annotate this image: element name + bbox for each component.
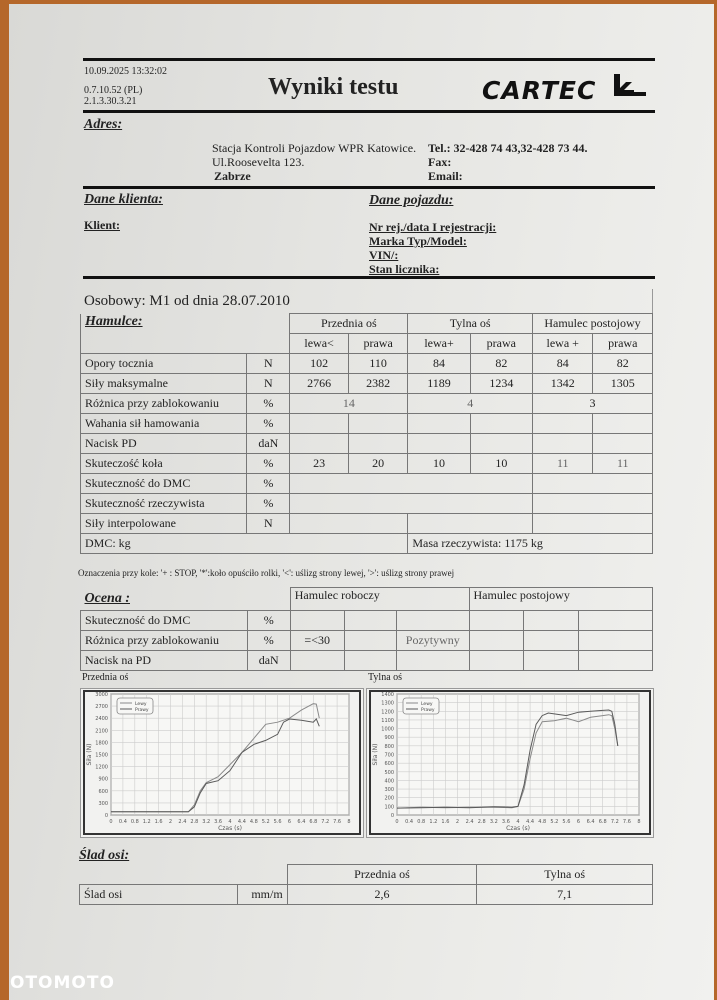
chart-rear-axle bbox=[366, 688, 654, 838]
brand-logo: CARTEC bbox=[482, 76, 597, 105]
row-label: Skuteczność do DMC bbox=[81, 474, 247, 494]
cell bbox=[578, 650, 652, 670]
y-tick-label: 700 bbox=[384, 752, 394, 759]
vehicle-odometer: Stan licznika: bbox=[369, 262, 440, 276]
row-label: Opory tocznia bbox=[81, 354, 247, 374]
cell bbox=[344, 650, 396, 670]
x-tick-label: 1.2 bbox=[429, 819, 438, 825]
cell bbox=[532, 434, 593, 454]
cell bbox=[344, 610, 396, 630]
cell: 1234 bbox=[470, 374, 532, 394]
y-tick-label: 1300 bbox=[381, 700, 394, 707]
header-top-rule bbox=[83, 58, 655, 61]
contact-tel: Tel.: 32-428 74 43,32-428 73 44. bbox=[428, 141, 588, 155]
y-tick-label: 500 bbox=[384, 769, 394, 776]
y-tick-label: 2700 bbox=[95, 704, 108, 711]
cell: 10 bbox=[470, 454, 532, 474]
x-tick-label: 2 bbox=[455, 819, 460, 825]
legend-label: Lewy bbox=[135, 702, 147, 707]
y-axis-label: Siła (N) bbox=[86, 743, 93, 766]
subcol-rear-left: lewa+ bbox=[408, 334, 470, 354]
cell bbox=[524, 630, 579, 650]
row-unit: % bbox=[247, 494, 290, 514]
y-tick-label: 200 bbox=[384, 795, 394, 802]
table-row bbox=[80, 885, 653, 905]
cell: 2382 bbox=[348, 374, 408, 394]
table-row bbox=[81, 374, 653, 394]
cell-merged: 14 bbox=[290, 394, 408, 414]
vehicle-make: Marka Typ/Model: bbox=[369, 234, 467, 248]
y-tick-label: 300 bbox=[98, 800, 108, 807]
cell bbox=[469, 630, 524, 650]
client-heading: Dane klienta: bbox=[84, 192, 163, 207]
address-rule bbox=[83, 186, 655, 189]
cell bbox=[344, 630, 396, 650]
x-tick-label: 1.6 bbox=[441, 819, 450, 825]
y-tick-label: 900 bbox=[384, 735, 394, 742]
table-row-mass bbox=[81, 534, 653, 554]
print-datetime: 10.09.2025 13:32:02 bbox=[84, 66, 168, 77]
cell-merged bbox=[290, 494, 533, 514]
vehicle-rule bbox=[83, 276, 655, 279]
y-tick-label: 2100 bbox=[95, 728, 108, 735]
evaluation-heading-cell bbox=[81, 588, 291, 611]
cell: 1342 bbox=[532, 374, 593, 394]
row-unit: daN bbox=[247, 434, 290, 454]
evaluation-table bbox=[80, 587, 653, 671]
y-tick-label: 900 bbox=[98, 776, 108, 783]
cell bbox=[290, 434, 349, 454]
x-tick-label: 2.4 bbox=[178, 819, 187, 825]
cell: 2766 bbox=[290, 374, 349, 394]
vehicle-heading: Dane pojazdu: bbox=[369, 193, 454, 208]
x-tick-label: 2.4 bbox=[465, 819, 474, 825]
y-tick-label: 1800 bbox=[95, 740, 108, 747]
row-label: Ślad osi bbox=[80, 885, 238, 905]
cell bbox=[469, 650, 524, 670]
cell: 82 bbox=[593, 354, 653, 374]
cell bbox=[593, 434, 653, 454]
chart-front-axle bbox=[80, 688, 364, 838]
x-tick-label: 3.6 bbox=[501, 819, 510, 825]
cell bbox=[408, 434, 470, 454]
brakes-header-row bbox=[81, 314, 653, 334]
group-parking-brake: Hamulec postojowy bbox=[532, 314, 652, 334]
x-tick-label: 6.4 bbox=[586, 819, 595, 825]
x-tick-label: 4 bbox=[228, 819, 232, 825]
cell: 102 bbox=[290, 354, 349, 374]
table-row bbox=[81, 650, 653, 670]
row-unit: % bbox=[247, 610, 290, 630]
cell: 11 bbox=[593, 454, 653, 474]
y-tick-label: 1200 bbox=[381, 709, 394, 716]
otomoto-watermark: OTOMOTO bbox=[10, 973, 115, 993]
row-label: Siły maksymalne bbox=[81, 374, 247, 394]
x-tick-label: 0.4 bbox=[118, 819, 127, 825]
row-unit: % bbox=[247, 474, 290, 494]
cell: 20 bbox=[348, 454, 408, 474]
x-tick-label: 5.6 bbox=[273, 819, 282, 825]
blank-cell bbox=[80, 865, 288, 885]
y-tick-label: 100 bbox=[384, 804, 394, 811]
brakes-heading-cell bbox=[81, 314, 290, 354]
x-tick-label: 6 bbox=[576, 819, 581, 825]
cartec-logo-icon bbox=[612, 74, 648, 102]
vehicle-block bbox=[369, 220, 496, 276]
y-tick-label: 0 bbox=[104, 813, 108, 819]
track-front-value: 2,6 bbox=[287, 885, 477, 905]
dmc-cell: DMC: kg bbox=[81, 534, 408, 554]
table-row bbox=[81, 434, 653, 454]
cell-merged bbox=[408, 514, 533, 534]
cell-merged: 3 bbox=[532, 394, 652, 414]
software-version: 0.7.10.52 (PL) bbox=[84, 85, 143, 96]
x-tick-label: 5.6 bbox=[562, 819, 571, 825]
cell bbox=[290, 414, 349, 434]
y-tick-label: 600 bbox=[384, 761, 394, 768]
address-heading: Adres: bbox=[84, 117, 123, 132]
track-table bbox=[79, 864, 653, 905]
table-row bbox=[81, 394, 653, 414]
x-tick-label: 2 bbox=[168, 819, 173, 825]
cell-merged bbox=[290, 514, 408, 534]
row-label: Skuteczość koła bbox=[81, 454, 247, 474]
row-label: Skuteczność do DMC bbox=[81, 610, 248, 630]
category-row bbox=[80, 289, 653, 313]
y-tick-label: 600 bbox=[98, 788, 108, 795]
wheel-markings-note: Oznaczenia przy kole: '+ : STOP, '*':koło opuściło rolki, '<': uślizg strony lewej, '>': uślizg strony prawej bbox=[78, 568, 455, 578]
x-tick-label: 7.2 bbox=[610, 819, 619, 825]
cell bbox=[524, 610, 579, 630]
chart-rear-svg bbox=[367, 689, 653, 837]
row-label: Różnica przy zablokowaniu bbox=[81, 630, 248, 650]
cell-merged bbox=[532, 514, 652, 534]
subcol-parking-left: lewa + bbox=[532, 334, 593, 354]
group-front-axle: Przednia oś bbox=[290, 314, 408, 334]
cell bbox=[532, 414, 593, 434]
group-service-brake: Hamulec roboczy bbox=[290, 588, 469, 611]
x-tick-label: 8 bbox=[637, 819, 641, 825]
x-tick-label: 8 bbox=[347, 819, 351, 825]
address-line2: Ul.Roosevelta 123. bbox=[212, 155, 305, 169]
x-tick-label: 1.6 bbox=[154, 819, 163, 825]
x-tick-label: 4.4 bbox=[526, 819, 535, 825]
cell: 1189 bbox=[408, 374, 470, 394]
y-axis-label: Siła (N) bbox=[372, 743, 379, 766]
address-city: Zabrze bbox=[214, 169, 251, 183]
vehicle-vin: VIN/: bbox=[369, 248, 399, 262]
row-label: Nacisk PD bbox=[81, 434, 247, 454]
table-row bbox=[81, 454, 653, 474]
row-unit: daN bbox=[247, 650, 290, 670]
cell bbox=[593, 414, 653, 434]
table-row bbox=[81, 514, 653, 534]
cell: 10 bbox=[408, 454, 470, 474]
y-tick-label: 1200 bbox=[95, 764, 108, 771]
cell-merged bbox=[532, 494, 652, 514]
cell-merged: 4 bbox=[408, 394, 533, 414]
row-label: Nacisk na PD bbox=[81, 650, 248, 670]
chart-front-title: Przednia oś bbox=[82, 672, 129, 683]
row-label: Skuteczność rzeczywista bbox=[81, 494, 247, 514]
mass-cell: Masa rzeczywista: 1175 kg bbox=[408, 534, 653, 554]
cell: 110 bbox=[348, 354, 408, 374]
cell: 23 bbox=[290, 454, 349, 474]
vehicle-category: Osobowy: M1 od dnia 28.07.2010 bbox=[84, 293, 290, 309]
cell bbox=[524, 650, 579, 670]
cell: 11 bbox=[532, 454, 593, 474]
subcol-rear-right: prawa bbox=[470, 334, 532, 354]
address-block bbox=[212, 141, 416, 183]
x-tick-label: 5.2 bbox=[550, 819, 559, 825]
x-tick-label: 2.8 bbox=[477, 819, 486, 825]
x-tick-label: 0 bbox=[109, 819, 113, 825]
cell: 84 bbox=[532, 354, 593, 374]
row-unit: N bbox=[247, 514, 290, 534]
cell: 84 bbox=[408, 354, 470, 374]
x-tick-label: 0.4 bbox=[405, 819, 414, 825]
row-unit: % bbox=[247, 630, 290, 650]
x-tick-label: 6.4 bbox=[297, 819, 306, 825]
row-unit: % bbox=[247, 394, 290, 414]
cell bbox=[397, 650, 469, 670]
track-rear-value: 7,1 bbox=[477, 885, 653, 905]
y-tick-label: 800 bbox=[384, 743, 394, 750]
x-tick-label: 2.8 bbox=[190, 819, 199, 825]
row-unit: % bbox=[247, 454, 290, 474]
cell-merged bbox=[532, 474, 652, 494]
row-unit: mm/m bbox=[237, 885, 287, 905]
table-row bbox=[81, 354, 653, 374]
brakes-heading: Hamulce: bbox=[85, 313, 143, 329]
cell bbox=[348, 434, 408, 454]
contact-block bbox=[428, 141, 588, 183]
cell bbox=[408, 414, 470, 434]
row-unit: % bbox=[247, 414, 290, 434]
subcol-front-left: lewa< bbox=[290, 334, 349, 354]
cell bbox=[470, 434, 532, 454]
y-tick-label: 1100 bbox=[381, 717, 394, 724]
cell: 82 bbox=[470, 354, 532, 374]
y-tick-label: 300 bbox=[384, 787, 394, 794]
table-row bbox=[81, 474, 653, 494]
y-tick-label: 1000 bbox=[381, 726, 394, 733]
x-tick-label: 3.2 bbox=[202, 819, 211, 825]
x-tick-label: 7.2 bbox=[321, 819, 330, 825]
y-tick-label: 3000 bbox=[95, 692, 108, 698]
cell bbox=[290, 650, 344, 670]
chart-front-svg bbox=[81, 689, 363, 837]
client-label: Klient: bbox=[84, 218, 120, 232]
y-tick-label: 1400 bbox=[381, 692, 394, 698]
firmware-version: 2.1.3.30.3.21 bbox=[84, 96, 137, 107]
evaluation-heading: Ocena : bbox=[84, 590, 130, 606]
brakes-table bbox=[80, 313, 653, 554]
x-tick-label: 6 bbox=[287, 819, 292, 825]
x-tick-label: 3.2 bbox=[489, 819, 498, 825]
x-axis-label: Czas (s) bbox=[218, 825, 242, 832]
x-tick-label: 0.8 bbox=[417, 819, 426, 825]
x-tick-label: 4 bbox=[516, 819, 520, 825]
group-rear-axle: Tylna oś bbox=[408, 314, 533, 334]
x-axis-label: Czas (s) bbox=[506, 825, 530, 832]
cell bbox=[348, 414, 408, 434]
track-col-rear: Tylna oś bbox=[477, 865, 653, 885]
cell bbox=[578, 630, 652, 650]
vehicle-reg: Nr rej./data I rejestracji: bbox=[369, 220, 497, 234]
y-tick-label: 400 bbox=[384, 778, 394, 785]
cell bbox=[469, 610, 524, 630]
group-parking-brake-eval: Hamulec postojowy bbox=[469, 588, 652, 611]
cell bbox=[397, 610, 469, 630]
x-tick-label: 1.2 bbox=[142, 819, 151, 825]
y-tick-label: 1500 bbox=[95, 752, 108, 759]
y-tick-label: 2400 bbox=[95, 716, 108, 723]
x-tick-label: 4.8 bbox=[249, 819, 258, 825]
x-tick-label: 4.4 bbox=[237, 819, 246, 825]
row-label: Różnica przy zablokowaniu bbox=[81, 394, 247, 414]
row-label: Wahania sił hamowania bbox=[81, 414, 247, 434]
x-tick-label: 6.8 bbox=[598, 819, 607, 825]
x-tick-label: 6.8 bbox=[309, 819, 318, 825]
cell bbox=[578, 610, 652, 630]
x-tick-label: 7.6 bbox=[333, 819, 342, 825]
contact-email: Email: bbox=[428, 169, 463, 183]
cell-limit: =<30 bbox=[290, 630, 344, 650]
header-bottom-rule bbox=[83, 110, 655, 113]
row-unit: N bbox=[247, 354, 290, 374]
row-label: Siły interpolowane bbox=[81, 514, 247, 534]
cell: 1305 bbox=[593, 374, 653, 394]
track-heading: Ślad osi: bbox=[79, 848, 130, 863]
legend-label: Prawy bbox=[421, 708, 435, 713]
page-title: Wyniki testu bbox=[268, 74, 399, 100]
legend-label: Lewy bbox=[421, 702, 433, 707]
table-row bbox=[81, 610, 653, 630]
track-header-row bbox=[80, 865, 653, 885]
cell bbox=[470, 414, 532, 434]
row-unit: N bbox=[247, 374, 290, 394]
table-row bbox=[81, 494, 653, 514]
legend-label: Prawy bbox=[135, 708, 149, 713]
contact-fax: Fax: bbox=[428, 155, 452, 169]
y-tick-label: 0 bbox=[390, 813, 394, 819]
table-row bbox=[81, 630, 653, 650]
subcol-parking-right: prawa bbox=[593, 334, 653, 354]
evaluation-header-row bbox=[81, 588, 653, 611]
x-tick-label: 0.8 bbox=[130, 819, 139, 825]
track-col-front: Przednia oś bbox=[287, 865, 477, 885]
address-line1: Stacja Kontroli Pojazdow WPR Katowice. bbox=[212, 141, 417, 155]
x-tick-label: 3.6 bbox=[214, 819, 223, 825]
cell bbox=[290, 610, 344, 630]
x-tick-label: 4.8 bbox=[538, 819, 547, 825]
chart-rear-title: Tylna oś bbox=[368, 672, 403, 683]
cell-merged bbox=[290, 474, 533, 494]
x-tick-label: 5.2 bbox=[261, 819, 270, 825]
table-row bbox=[81, 414, 653, 434]
cell-result: Pozytywny bbox=[397, 630, 469, 650]
x-tick-label: 7.6 bbox=[622, 819, 631, 825]
subcol-front-right: prawa bbox=[348, 334, 408, 354]
x-tick-label: 0 bbox=[395, 819, 399, 825]
